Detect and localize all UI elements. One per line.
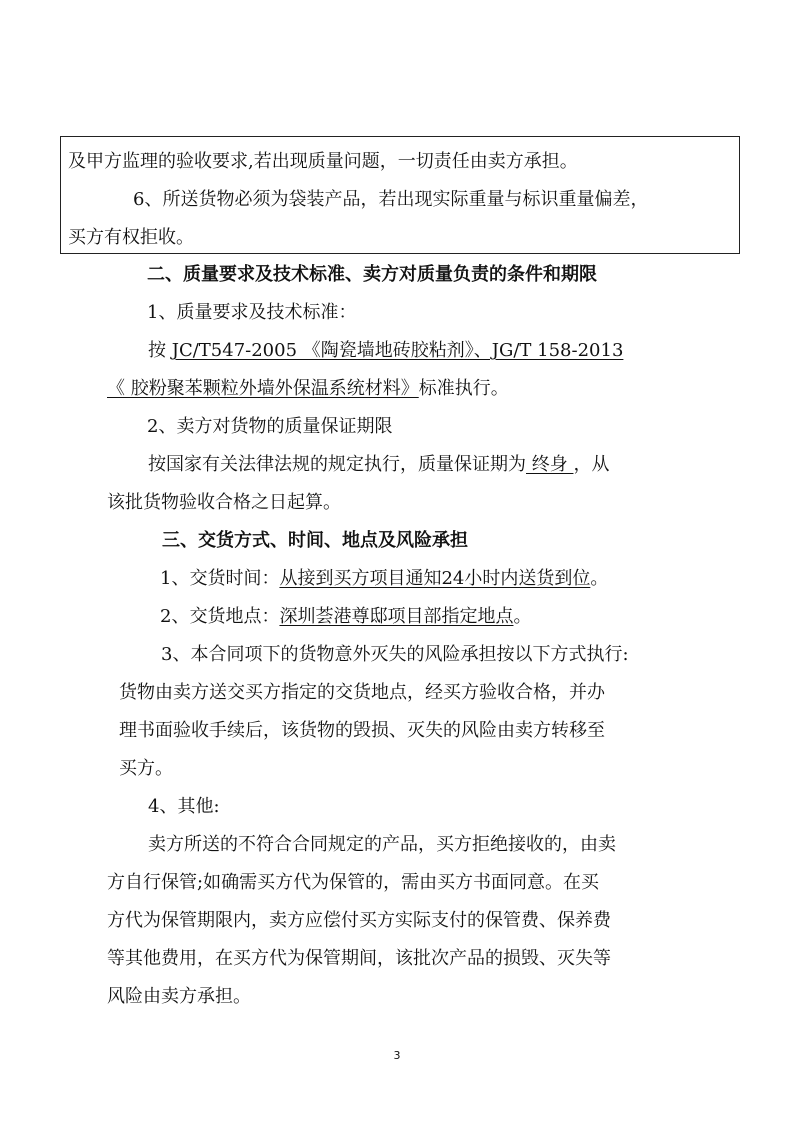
section-3-item-4-line-2: 方自行保管;如确需买方代为保管的，需由买方书面同意。在买	[107, 872, 600, 893]
standards-reference-1: JC/T547-2005 《陶瓷墙地砖胶粘剂》、JG/T 158-2013	[171, 340, 624, 361]
section-3-item-3-line-4: 买方。	[119, 758, 173, 779]
section-2-item-1-line-1	[148, 342, 623, 360]
standard-prefix: 按	[148, 340, 172, 361]
section-2-item-2-title: 2、卖方对货物的质量保证期限	[147, 416, 393, 437]
warranty-suffix: ，从	[573, 454, 610, 475]
section-3-item-2	[160, 608, 531, 626]
section-3-item-4-line-4: 等其他费用，在买方代为保管期间，该批次产品的损毁、灭失等	[107, 948, 611, 969]
delivery-time-value: 从接到买方项目通知24小时内送货到位	[279, 568, 591, 589]
standards-reference-2: 《 胶粉聚苯颗粒外墙外保温系统材料》	[107, 378, 419, 399]
section-3-item-3-line-3: 理书面验收手续后，该货物的毁损、灭失的风险由卖方转移至	[119, 720, 605, 741]
section-3-item-4-line-1: 卖方所送的不符合合同规定的产品，买方拒绝接收的，由卖	[148, 834, 616, 855]
delivery-place-label: 2、交货地点：	[160, 606, 280, 627]
section-3-item-4-line-3: 方代为保管期限内，卖方应偿付买方实际支付的保管费、保养费	[107, 910, 611, 931]
box-line-1: 及甲方监理的验收要求,若出现质量问题，一切责任由卖方承担。	[68, 151, 578, 172]
section-3-item-1	[160, 570, 608, 588]
section-2-item-2-line-2: 该批货物验收合格之日起算。	[107, 492, 341, 513]
delivery-time-suffix: 。	[590, 568, 609, 589]
section-2-item-1-line-2	[107, 380, 509, 398]
warranty-term: 终身	[526, 454, 574, 475]
section-3-item-4-line-5: 风险由卖方承担。	[107, 986, 251, 1007]
section-2-item-2-line-1	[148, 456, 609, 474]
page-number: 3	[393, 1049, 401, 1062]
section-3-item-3-line-1: 3、本合同项下的货物意外灭失的风险承担按以下方式执行:	[161, 644, 629, 665]
section-3-item-3-line-2: 货物由卖方送交买方指定的交货地点，经买方验收合格，并办	[119, 682, 605, 703]
standard-suffix: 标准执行。	[418, 378, 509, 399]
section-3-item-4-title: 4、其他:	[148, 796, 220, 817]
delivery-place-value: 深圳荟港尊邸项目部指定地点	[279, 606, 514, 627]
delivery-time-label: 1、交货时间：	[160, 568, 280, 589]
section-2-heading: 二、质量要求及技术标准、卖方对质量负责的条件和期限	[147, 264, 597, 285]
delivery-place-suffix: 。	[513, 606, 532, 627]
section-2-item-1-title: 1、质量要求及技术标准：	[147, 302, 357, 323]
section-3-heading: 三、交货方式、时间、地点及风险承担	[162, 530, 468, 551]
box-line-3: 买方有权拒收。	[68, 227, 194, 248]
box-line-2: 6、所送货物必须为袋装产品，若出现实际重量与标识重量偏差，	[133, 189, 649, 210]
warranty-prefix: 按国家有关法律法规的规定执行，质量保证期为	[148, 454, 526, 475]
